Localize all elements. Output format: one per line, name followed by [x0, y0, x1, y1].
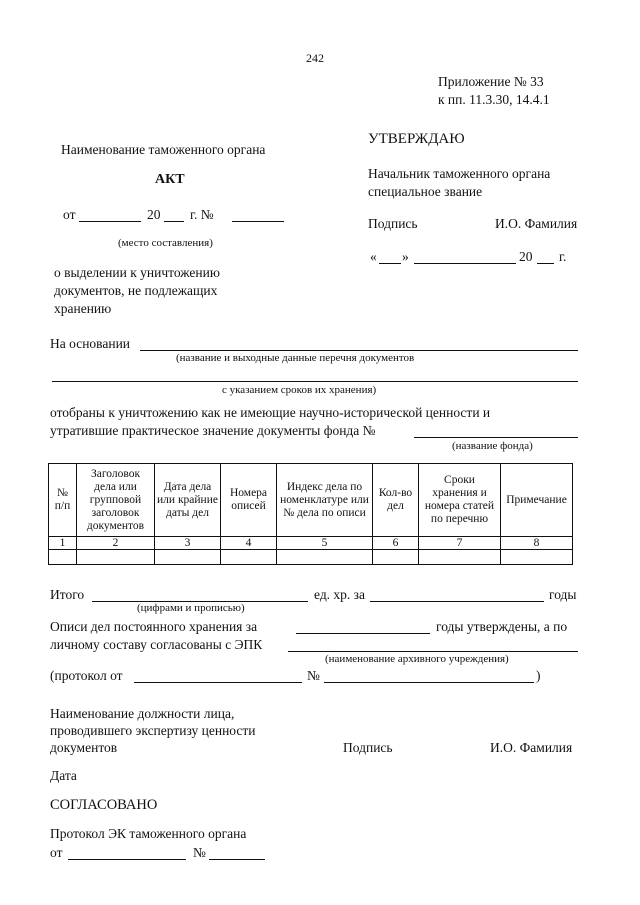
- protocol-number-label: №: [307, 668, 320, 683]
- archive-caption: (наименование архивного учреждения): [325, 653, 509, 665]
- expert-position-line-1: Наименование должности лица,: [50, 706, 235, 721]
- expert-signature-label: Подпись: [343, 740, 393, 755]
- total-years-label: годы: [549, 587, 577, 602]
- inventories-text-3: личному составу согласованы с ЭПК: [50, 637, 263, 652]
- act-subject-line-3: хранению: [54, 301, 112, 316]
- table-row: [49, 550, 573, 565]
- header-retention: Сроки хранения и номера статей по перечню: [419, 464, 501, 537]
- agreed-protocol: Протокол ЭК таможенного органа: [50, 826, 247, 841]
- act-subject-line-2: документов, не подлежащих: [54, 283, 218, 298]
- table-cell: [155, 550, 221, 565]
- act-year-prefix: 20: [147, 207, 161, 222]
- act-year-blank: [164, 221, 184, 222]
- column-number: 3: [155, 537, 221, 550]
- column-number: 1: [49, 537, 77, 550]
- agreed-title: СОГЛАСОВАНО: [50, 797, 158, 813]
- place-caption: (место составления): [118, 237, 213, 249]
- documents-table: [48, 463, 573, 565]
- total-years-blank: [370, 601, 544, 602]
- total-caption: (цифрами и прописью): [137, 602, 245, 614]
- total-units-label: ед. хр. за: [314, 587, 366, 602]
- approve-rank: специальное звание: [368, 184, 483, 199]
- table-column-numbers-row: [49, 537, 573, 550]
- agreed-number-blank: [209, 859, 265, 860]
- column-number: 7: [419, 537, 501, 550]
- column-number: 5: [277, 537, 373, 550]
- expert-name-label: И.О. Фамилия: [490, 740, 573, 755]
- basis-label: На основании: [50, 336, 131, 351]
- approve-name-label: И.О. Фамилия: [495, 216, 578, 231]
- customs-body-name: Наименование таможенного органа: [61, 142, 266, 157]
- table-cell: [49, 550, 77, 565]
- protocol-number-blank: [324, 682, 534, 683]
- approve-date-open-quote: «: [370, 249, 377, 264]
- inventories-years-blank: [296, 633, 430, 634]
- basis-blank-1: [140, 350, 578, 351]
- act-subject-line-1: о выделении к уничтожению: [54, 265, 220, 280]
- act-date-from: от: [63, 207, 76, 222]
- approve-signature-label: Подпись: [368, 216, 418, 231]
- protocol-open-label: (протокол от: [50, 668, 123, 683]
- inventories-text-2: годы утверждены, а по: [436, 619, 568, 634]
- header-number: № п/п: [49, 464, 77, 537]
- column-number: 2: [77, 537, 155, 550]
- total-label: Итого: [50, 587, 85, 602]
- table-cell: [77, 550, 155, 565]
- column-number: 4: [221, 537, 277, 550]
- table-cell: [501, 550, 573, 565]
- expert-date-label: Дата: [50, 768, 77, 783]
- column-number: 6: [373, 537, 419, 550]
- selected-text-line-2: утратившие практическое значение документы фонда №: [50, 423, 376, 438]
- expert-position-line-3: документов: [50, 740, 118, 755]
- agreed-date-blank: [68, 859, 186, 860]
- approve-title: УТВЕРЖДАЮ: [368, 131, 465, 147]
- protocol-close: ): [536, 668, 541, 683]
- table-cell: [419, 550, 501, 565]
- approve-date-close-quote: »: [402, 249, 409, 264]
- column-number: 8: [501, 537, 573, 550]
- page-number: 242: [306, 51, 324, 65]
- fund-caption: (название фонда): [452, 440, 533, 452]
- act-number-blank: [232, 221, 284, 222]
- appendix-title: Приложение № 33: [438, 74, 544, 89]
- inventories-text-1: Описи дел постоянного хранения за: [50, 619, 258, 634]
- approve-year-prefix: 20: [519, 249, 533, 264]
- protocol-date-blank: [134, 682, 302, 683]
- header-dates: Дата дела или крайние даты дел: [155, 464, 221, 537]
- approve-month-blank: [414, 263, 516, 264]
- agreed-number-label: №: [193, 845, 206, 860]
- table-header-row: [49, 464, 573, 537]
- expert-position-line-2: проводившего экспертизу ценности: [50, 723, 256, 738]
- basis-caption-2: с указанием сроков их хранения): [222, 384, 377, 396]
- header-inventories: Номера описей: [221, 464, 277, 537]
- header-note: Примечание: [501, 464, 573, 537]
- agreed-from-label: от: [50, 845, 63, 860]
- act-title: АКТ: [155, 172, 185, 187]
- table-cell: [221, 550, 277, 565]
- archive-blank: [288, 651, 578, 652]
- selected-text-line-1: отобраны к уничтожению как не имеющие научно-исторической ценности и: [50, 405, 491, 420]
- appendix-reference: к пп. 11.3.30, 14.4.1: [438, 92, 550, 107]
- header-count: Кол-во дел: [373, 464, 419, 537]
- table-cell: [373, 550, 419, 565]
- approve-day-blank: [379, 263, 401, 264]
- basis-blank-2: [52, 381, 578, 382]
- approve-year-blank: [537, 263, 554, 264]
- approve-position: Начальник таможенного органа: [368, 166, 551, 181]
- act-date-blank: [79, 221, 141, 222]
- header-index: Индекс дела по номенклатуре или № дела по описи: [277, 464, 373, 537]
- approve-year-suffix: г.: [559, 249, 567, 264]
- fund-number-blank: [414, 437, 578, 438]
- header-title: Заголовок дела или групповой заголовок документов: [77, 464, 155, 537]
- table-cell: [277, 550, 373, 565]
- basis-caption-1: (название и выходные данные перечня документов: [176, 352, 415, 364]
- act-number-label: г. №: [190, 207, 214, 222]
